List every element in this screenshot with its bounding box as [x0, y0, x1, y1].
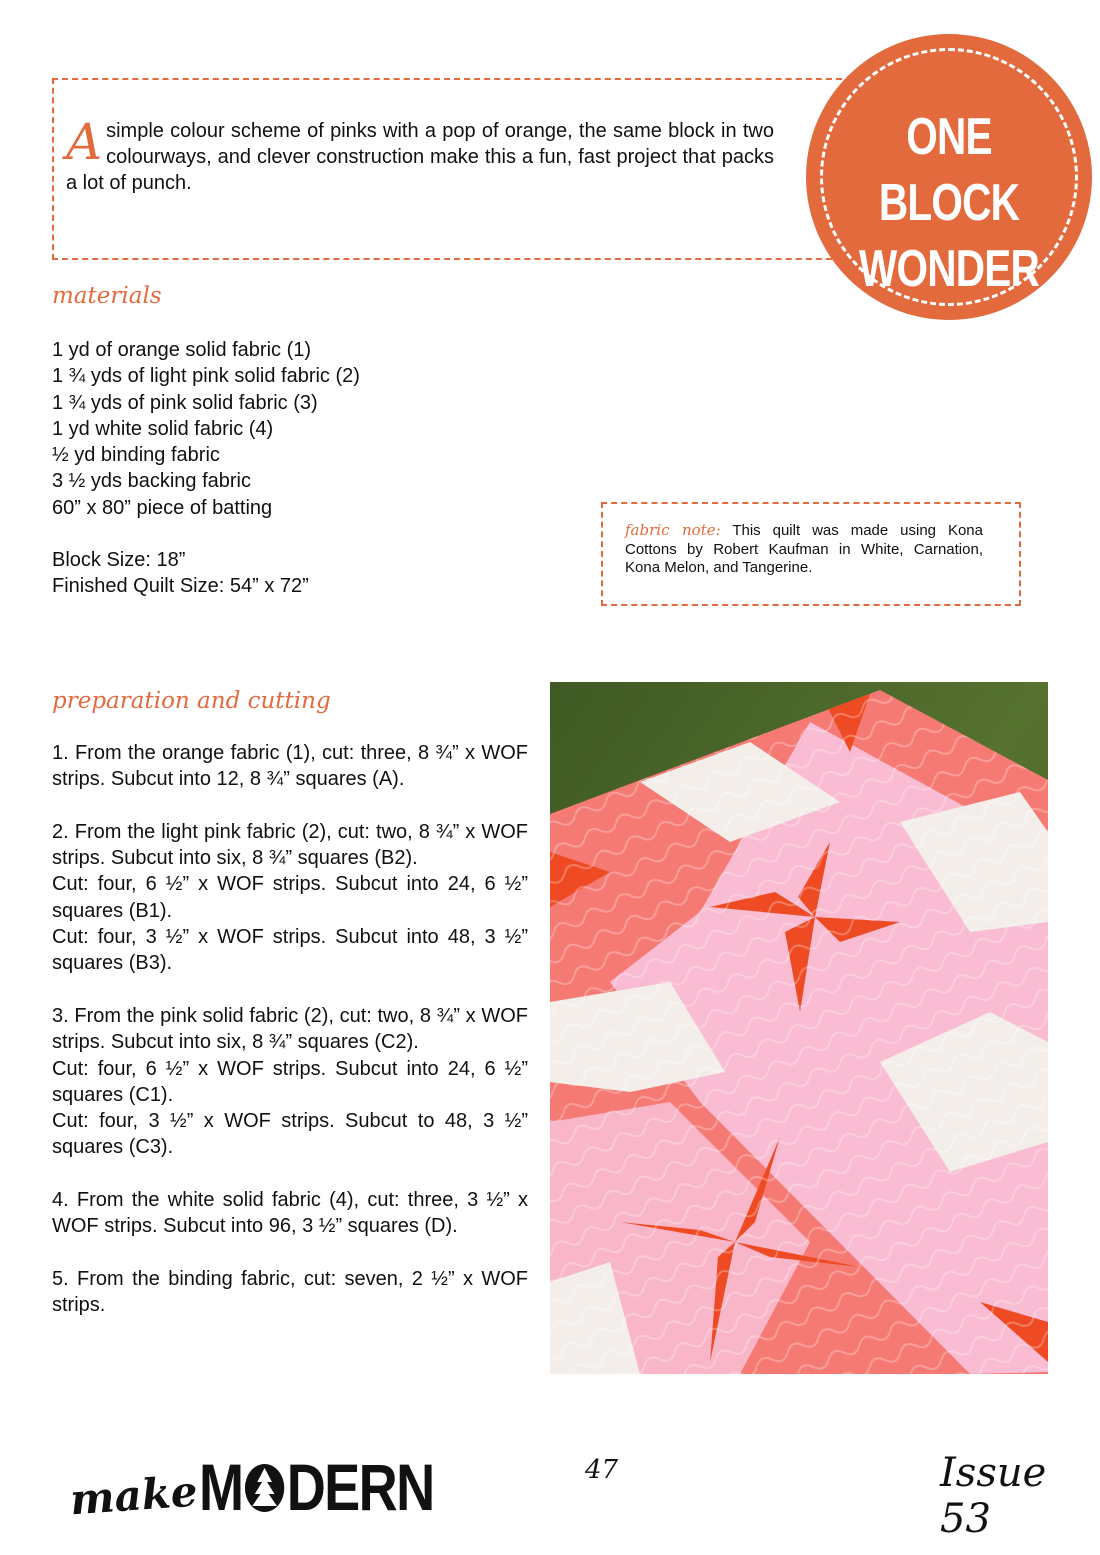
tree-icon: [245, 1460, 286, 1516]
badge-line-2: WONDER: [858, 240, 1040, 298]
materials-list: [52, 337, 360, 521]
materials-item: 3 ½ yds backing fabric: [52, 470, 251, 493]
cutting-step: [52, 819, 528, 977]
block-size: Block Size: 18”: [52, 549, 186, 571]
quilt-photo: [550, 682, 1048, 1374]
cutting-step-text: 2. From the light pink fabric (2), cut: two, 8 ¾” x WOF strips. Subcut into six, 8 ¾” squares (B2). Cut: four, 6 ½” x WOF strips. Subcut into 24, 6 ½” squares (B1). Cut: four, 3 ½” x WOF strips. Subcut into 48, 3 ½” squares (B3).: [52, 820, 528, 975]
badge-line-1: ONE BLOCK: [878, 108, 1020, 232]
intro-body: simple colour scheme of pinks with a pop of orange, the same block in two colourways, and clever construction make this a fun, fast project that packs a lot of punch.: [66, 120, 774, 194]
materials-item: 60” x 80” piece of batting: [52, 496, 273, 519]
fabric-note-label: fabric note:: [625, 521, 721, 539]
quilt-illustration: [550, 682, 1048, 1374]
materials-item: 1 yd white solid fabric (4): [52, 417, 274, 440]
cutting-step: [52, 1003, 528, 1161]
cutting-step-text: 1. From the orange fabric (1), cut: three, 8 ¾” x WOF strips. Subcut into 12, 8 ¾” squares (A).: [52, 742, 528, 791]
fabric-note-text: This quilt was made using Kona Cottons by Robert Kaufman in White, Carnation, Kona Melon, and Tangerine.: [625, 522, 983, 576]
materials-item: 1 yd of orange solid fabric (1): [52, 339, 312, 361]
cutting-step-text: 5. From the binding fabric, cut: seven, 2 ½” x WOF strips.: [52, 1267, 528, 1317]
preparation-heading: preparation and cutting: [52, 688, 331, 714]
page-number: 47: [585, 1455, 619, 1485]
cutting-step-text: 3. From the pink solid fabric (2), cut: two, 8 ¾” x WOF strips. Subcut into six, 8 ¾” squares (C2). Cut: four, 6 ½” x WOF strips. Subcut into 24, 6 ½” squares (C1). Cut: four, 3 ½” x WOF strips. Subcut to 48, 3 ½” squares (C3).: [52, 1004, 528, 1159]
cutting-step: [52, 1266, 528, 1319]
issue-label: Issue 53: [940, 1450, 1047, 1542]
logo-dern: DERN: [287, 1450, 435, 1524]
badge-title: [837, 104, 1060, 302]
fabric-note: [625, 521, 983, 578]
logo-make-text: make: [68, 1466, 200, 1525]
cutting-step: [52, 740, 528, 793]
cutting-step: [52, 1187, 528, 1240]
cutting-step-text: 4. From the white solid fabric (4), cut: three, 3 ½” x WOF strips. Subcut into 96, 3 ½” squares (D).: [52, 1189, 528, 1238]
make-modern-logo: [68, 1440, 485, 1525]
intro-paragraph: [66, 113, 774, 196]
materials-item: ½ yd binding fabric: [52, 444, 220, 467]
logo-modern-wordmark: [199, 1450, 435, 1524]
materials-item: 1 ¾ yds of light pink solid fabric (2): [52, 365, 360, 388]
intro-dropcap: A: [66, 113, 103, 171]
materials-item: 1 ¾ yds of pink solid fabric (3): [52, 391, 318, 414]
one-block-wonder-badge: [806, 34, 1092, 320]
cutting-steps: [52, 740, 528, 1345]
finished-quilt-size: Finished Quilt Size: 54” x 72”: [52, 575, 309, 598]
logo-m: M: [199, 1450, 243, 1524]
size-info: [52, 547, 309, 600]
materials-heading: materials: [52, 283, 162, 309]
